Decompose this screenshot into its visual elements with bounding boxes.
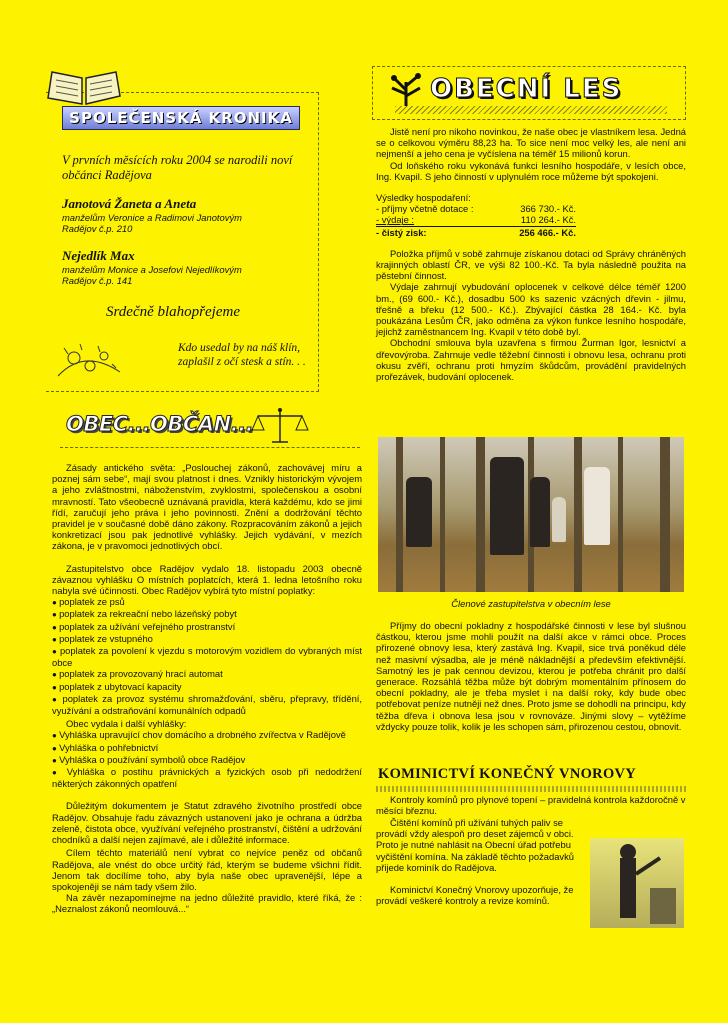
- congratulations: Srdečně blahopřejeme: [106, 304, 240, 320]
- paragraph: Příjmy do obecní pokladny z hospodářské činnosti v lese byl slušnou částkou, kterou jsme mohli použít na další akce v rámci obce. Proces přirozené obnovy lesa, který zastává Ing. Kvapil, sice trvá poněkud déle než masivní výsadba, ale je méně nákladnější a především efektivnější. Samotný les je pak cennou devizou, kterou je potřeba chránit pro další generace. Rozsáhlá těžba může být dobrým momentálním přínosem do obecní pokladny, ale je třeba myslet i na další roky, kdy bude obec potřebovat peníze nutněji než dnes. Proto jsme se dohodli na principu, kdy těžba dřeva i obnova lesa jsou v rovnováze. Jinými slovy – vytěžíme vždycky pouze tolik, kolik je les schopen sám, přirozenou cestou, obnovit.: [376, 620, 686, 732]
- list-item: ● Vyhláška o pohřebnictví: [52, 742, 362, 754]
- verse-line: zaplašil z očí stesk a stín. . .: [178, 356, 306, 368]
- obec-section-title: OBEC...OBČAN...: [66, 412, 254, 436]
- tree-branch-icon: [386, 72, 426, 106]
- row-value: 366 730.- Kč.: [520, 203, 576, 215]
- row-label: - čistý zisk:: [376, 226, 427, 238]
- list-item: ● poplatek ze vstupného: [52, 633, 362, 645]
- table-row: [376, 214, 576, 226]
- results-label: Výsledky hospodaření:: [376, 192, 471, 204]
- paragraph: Kontroly komínů pro plynové topení – pravidelná kontrola každoročně v měsíci březnu.: [376, 794, 686, 817]
- table-row: [376, 203, 576, 214]
- decrees-list: [52, 729, 362, 789]
- paragraph: Důležitým dokumentem je Statut zdravého životního prostředí obce Radějov. Obsahuje řadu závazných ustanovení jako je ochrana a údržba zeleně, čistota obce, využívání veřejného prostranství, čištění a udržování chodníků a další nejen zajímavé, ale i důležité informace.: [52, 800, 362, 846]
- list-item: ● poplatek za užívání veřejného prostranství: [52, 621, 362, 633]
- row-label: - příjmy včetně dotace :: [376, 203, 474, 215]
- paragraph: Zastupitelstvo obce Radějov vydalo 18. listopadu 2003 obecně závaznou vyhlášku O místních poplatcích, která 1. ledna letošního roku nabyla své účinnosti. Obec Radějov vybírá tyto místní poplatky:: [52, 562, 362, 597]
- les-section-title: OBECNÍ LES: [430, 74, 623, 104]
- kronika-intro: V prvních měsících roku 2004 se narodili noví občánci Radějova: [62, 153, 293, 182]
- scales-of-justice-icon: [250, 406, 310, 446]
- paragraph: Jistě není pro nikoho novinkou, že naše obec je vlastníkem lesa. Jedná se o celkovou výměru 88,23 ha. To sice není moc velký les, ale není ani nejmenší a jeho cena je vyčíslena na téměř 15 milionů korun.: [376, 126, 686, 160]
- paragraph: Obec vydala i další vyhlášky:: [66, 718, 187, 730]
- list-item: ● poplatek ze psů: [52, 596, 362, 608]
- birth-name: Janotová Žaneta a Aneta: [62, 196, 197, 211]
- paragraph: Od loňského roku vykonává funkci lesního hospodáře, v lesích obce, Ing. Kvapil. S jeho činností v uplynulém roce můžeme být spokojeni.: [376, 159, 686, 182]
- birth-name: Nejedlík Max: [62, 248, 135, 263]
- chimney-sweep-icon: [590, 838, 684, 928]
- row-value: 110 264.- Kč.: [520, 214, 576, 226]
- paragraph: Čištění komínů při užívání tuhých paliv se provádí vždy alespoň pro deset zájemců v obci. Proto je nutné nahlásit na Obecní úřad potřebu vyčištění komína. Na základě těchto požadavků přijede kominík do Radějova.: [376, 817, 575, 873]
- fees-list: [52, 596, 362, 716]
- divider: [376, 786, 686, 792]
- paragraph: Obchodní smlouva byla uzavřena s firmou Žurman Igor, lesnictví a dřevovýroba. Zahrnuje vedle těžební činnosti i obnovu lesa, ochranu proti okusu zvěří, ochranu proti hmyzím škůdcům, provádění pravidelných prořezávek, budování oplocenek.: [376, 337, 686, 383]
- list-item: ● Vyhláška o používání symbolů obce Radějov: [52, 754, 362, 766]
- paragraph: Položka příjmů v sobě zahrnuje získanou dotaci od Správy chráněných krajinných oblastí ČR, ve výši 82 100.-Kč. Ta byla následně použita na pěstební činnost.: [376, 247, 686, 282]
- birth-parents: manželům Monice a Josefovi Nejedlíkovým: [62, 264, 242, 275]
- photo-caption: Členové zastupitelstva v obecním lese: [451, 598, 611, 609]
- list-item: ● poplatek za rekreační nebo lázeňský pobyt: [52, 608, 362, 620]
- list-item: ● poplatek za provozovaný hrací automat: [52, 668, 362, 680]
- birth-parents: manželům Veronice a Radimovi Janotovým: [62, 212, 242, 223]
- verse-line: Kdo usedal by na náš klín,: [178, 342, 301, 354]
- list-item: ● poplatek za provoz systému shromažďování, sběru, přepravy, třídění, využívání a odstraňování komunálních odpadů: [52, 693, 362, 716]
- chimney-sweep-photo: [590, 838, 684, 928]
- forest-photo: [378, 437, 684, 592]
- paragraph: Kominictví Konečný Vnorovy upozorňuje, že provádí veškeré kontroly a revize komínů.: [376, 884, 574, 907]
- row-value: 256 466.- Kč.: [519, 226, 576, 238]
- results-table: [376, 203, 576, 238]
- row-label: - výdaje :: [376, 214, 415, 226]
- paragraph: Na závěr nezapomínejme na jedno důležité pravidlo, které říká, že : „Neznalost zákonů neomlouvá...“: [52, 892, 362, 915]
- list-item: ● poplatek z ubytovací kapacity: [52, 681, 362, 693]
- birth-address: Radějov č.p. 210: [62, 223, 133, 234]
- paragraph: Cílem těchto materiálů není vybrat co nejvíce peněz od občanů Radějova, ale vnést do obce určitý řád, kterým se budeme všichni řídit. Jenom tak docílíme toho, aby byla naše obec upravenější, lépe a spokojeněji se nám tady všem žilo.: [52, 847, 362, 892]
- paragraph: Výdaje zahrnují vybudování oplocenek v celkové délce téměř 1200 bm., (69 600.- Kč.), dosadbu 500 ks sazenic vzácných dřevin - jilmu, třešně a břeku (12 500.- Kč.). Zbývající částka 28 164.- Kč. byla poukázána Lesům ČR, jako odměna za výkon funkce lesního hospodáře, jejichž zaměstnancem Ing. Kvapil v této době byl.: [376, 281, 686, 338]
- list-item: ● Vyhláška upravující chov domácího a drobného zvířectva v Radějově: [52, 729, 362, 741]
- table-row: [376, 227, 576, 238]
- list-item: ● poplatek za povolení k vjezdu s motorovým vozidlem do vybraných míst obce: [52, 645, 362, 668]
- divider: [60, 447, 360, 448]
- flower-ornament-icon: [54, 328, 124, 380]
- birth-address: Radějov č.p. 141: [62, 275, 133, 286]
- decorative-hatch: [395, 106, 667, 114]
- list-item: ● Vyhláška o postihu právnických a fyzických osob při nedodržení některých zákonných opatření: [52, 766, 362, 789]
- kominictvi-title: KOMINICTVÍ KONEČNÝ VNOROVY: [378, 766, 637, 782]
- paragraph: Zásady antického světa: „Poslouchej zákonů, zachovávej míru a poznej sám sebe“, mají svou platnost i dnes. Vznikly historickým vývojem a jeho zvláštnostmi, náboženstvím, zvyklostmi, společenskou a osobní mravností. Tato všeobecně uznávaná pravidla, která každému, kdo se jimi řídí, zaručují jeho práva i jeho povinnosti. Znění a dodržování těchto pravidel je v současné době dáno zákony. Rozpracováním zákonů a jejich konkretizací jsou pak jednotlivé vyhlášky. Jejich vydávání, v mezích zákona, je v pravomoci jednotlivých obcí.: [52, 462, 362, 552]
- kronika-title: SPOLEČENSKÁ KRONIKA: [62, 106, 300, 130]
